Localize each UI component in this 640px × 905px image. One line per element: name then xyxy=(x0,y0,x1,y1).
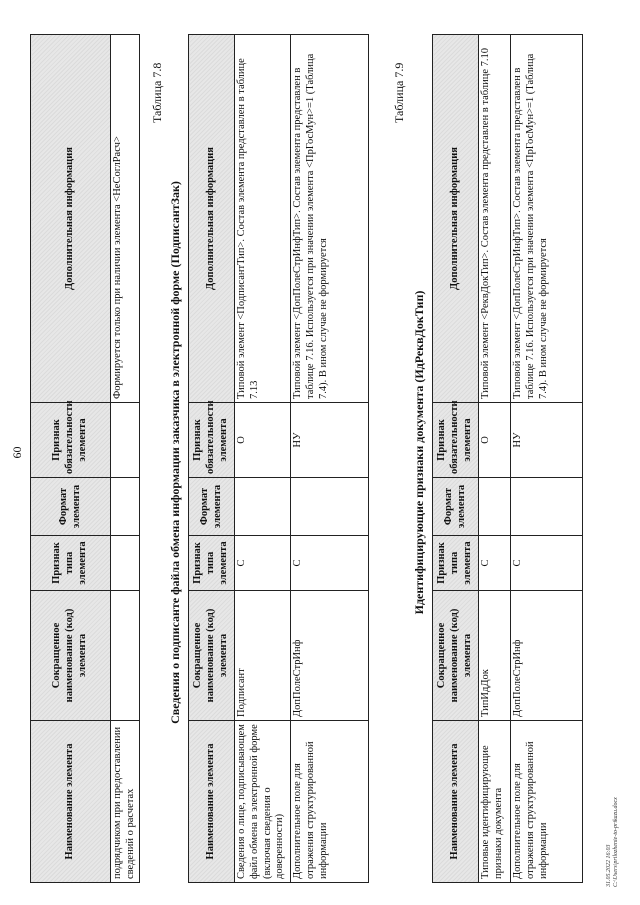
header-code: Сокращенное наименование (код) элемента xyxy=(433,591,479,721)
header-info: Дополнительная информация xyxy=(31,35,111,403)
table-row xyxy=(235,35,291,883)
print-stamp xyxy=(606,797,619,887)
table-label-7-9: Таблица 7.9 xyxy=(392,62,406,123)
cell-name: подрядчиком при предоставлении сведений о расчетах xyxy=(111,721,140,883)
table-7-8 xyxy=(188,34,369,883)
header-type: Признак типа элемента xyxy=(31,536,111,591)
header-mandatory: Признак обязательности элемента xyxy=(189,403,235,478)
cell-type: С xyxy=(479,536,511,591)
cell-name: Дополнительное поле для отражения структурированной информации xyxy=(291,721,369,883)
cell-format xyxy=(511,478,583,536)
cell-type: С xyxy=(511,536,583,591)
cell-code: ДопПолеСтрИнф xyxy=(511,591,583,721)
stamp-line-2: C:\Users\prilozhenie-to-prikazu.docx xyxy=(612,797,619,887)
header-name: Наименование элемента xyxy=(189,721,235,883)
cell-info: Типовой элемент <ПодписантТип>. Состав элемента представлен в таблице 7.13 xyxy=(235,35,291,403)
header-format: Формат элемента xyxy=(31,478,111,536)
cell-format xyxy=(291,478,369,536)
cell-info: Типовой элемент <ДопПолеСтрИнфТип>. Состав элемента представлен в таблице 7.16. Используется при значении элемента <ПрГосМун>=1 (Таблица 7.4). В ином случае не формируется xyxy=(511,35,583,403)
table-header-row xyxy=(433,35,479,883)
cell-code: ДопПолеСтрИнф xyxy=(291,591,369,721)
header-info: Дополнительная информация xyxy=(433,35,479,403)
page-number: 60 xyxy=(10,446,24,459)
table-title-7-8: Сведения о подписанте файла обмена информации заказчика в электронной форме (ПодписантЗак) xyxy=(168,181,182,724)
header-name: Наименование элемента xyxy=(31,721,111,883)
cell-format xyxy=(111,478,140,536)
header-type: Признак типа элемента xyxy=(433,536,479,591)
cell-info: Типовой элемент <ДопПолеСтрИнфТип>. Состав элемента представлен в таблице 7.16. Используется при значении элемента <ПрГосМун>=1 (Таблица 7.4). В ином случае не формируется xyxy=(291,35,369,403)
cell-code: ТипИдДок xyxy=(479,591,511,721)
table-title-7-9: Идентифицирующие признаки документа (ИдРеквДокТип) xyxy=(412,290,426,615)
cell-type: С xyxy=(291,536,369,591)
table-header-row xyxy=(189,35,235,883)
table-continued xyxy=(30,34,140,883)
header-format: Формат элемента xyxy=(433,478,479,536)
cell-mandatory: О xyxy=(479,403,511,478)
header-code: Сокращенное наименование (код) элемента xyxy=(189,591,235,721)
cell-name: Дополнительное поле для отражения структурированной информации xyxy=(511,721,583,883)
cell-mandatory: О xyxy=(235,403,291,478)
cell-type: С xyxy=(235,536,291,591)
cell-format xyxy=(479,478,511,536)
header-info: Дополнительная информация xyxy=(189,35,235,403)
cell-info: Типовой элемент <РеквДокТип>. Состав элемента представлен в таблице 7.10 xyxy=(479,35,511,403)
cell-name: Типовые идентифицирующие признаки документа xyxy=(479,721,511,883)
cell-code xyxy=(111,591,140,721)
cell-type xyxy=(111,536,140,591)
cell-info: Формируется только при наличии элемента <НеСоглРасч> xyxy=(111,35,140,403)
cell-mandatory: НУ xyxy=(511,403,583,478)
table-7-9 xyxy=(432,34,583,883)
table-row xyxy=(479,35,511,883)
header-type: Признак типа элемента xyxy=(189,536,235,591)
header-name: Наименование элемента xyxy=(433,721,479,883)
header-code: Сокращенное наименование (код) элемента xyxy=(31,591,111,721)
table-row xyxy=(111,35,140,883)
cell-code: Подписант xyxy=(235,591,291,721)
table-label-7-8: Таблица 7.8 xyxy=(150,62,164,123)
cell-name: Сведения о лице, подписывающем файл обмена в электронной форме (включая сведения о доверенности) xyxy=(235,721,291,883)
table-header-row xyxy=(31,35,111,883)
cell-format xyxy=(235,478,291,536)
header-mandatory: Признак обязательности элемента xyxy=(31,403,111,478)
cell-mandatory: НУ xyxy=(291,403,369,478)
table-row xyxy=(291,35,369,883)
cell-mandatory xyxy=(111,403,140,478)
table-row xyxy=(511,35,583,883)
header-mandatory: Признак обязательности элемента xyxy=(433,403,479,478)
stamp-line-1: 31.05.2022 16:03 xyxy=(606,844,612,887)
header-format: Формат элемента xyxy=(189,478,235,536)
